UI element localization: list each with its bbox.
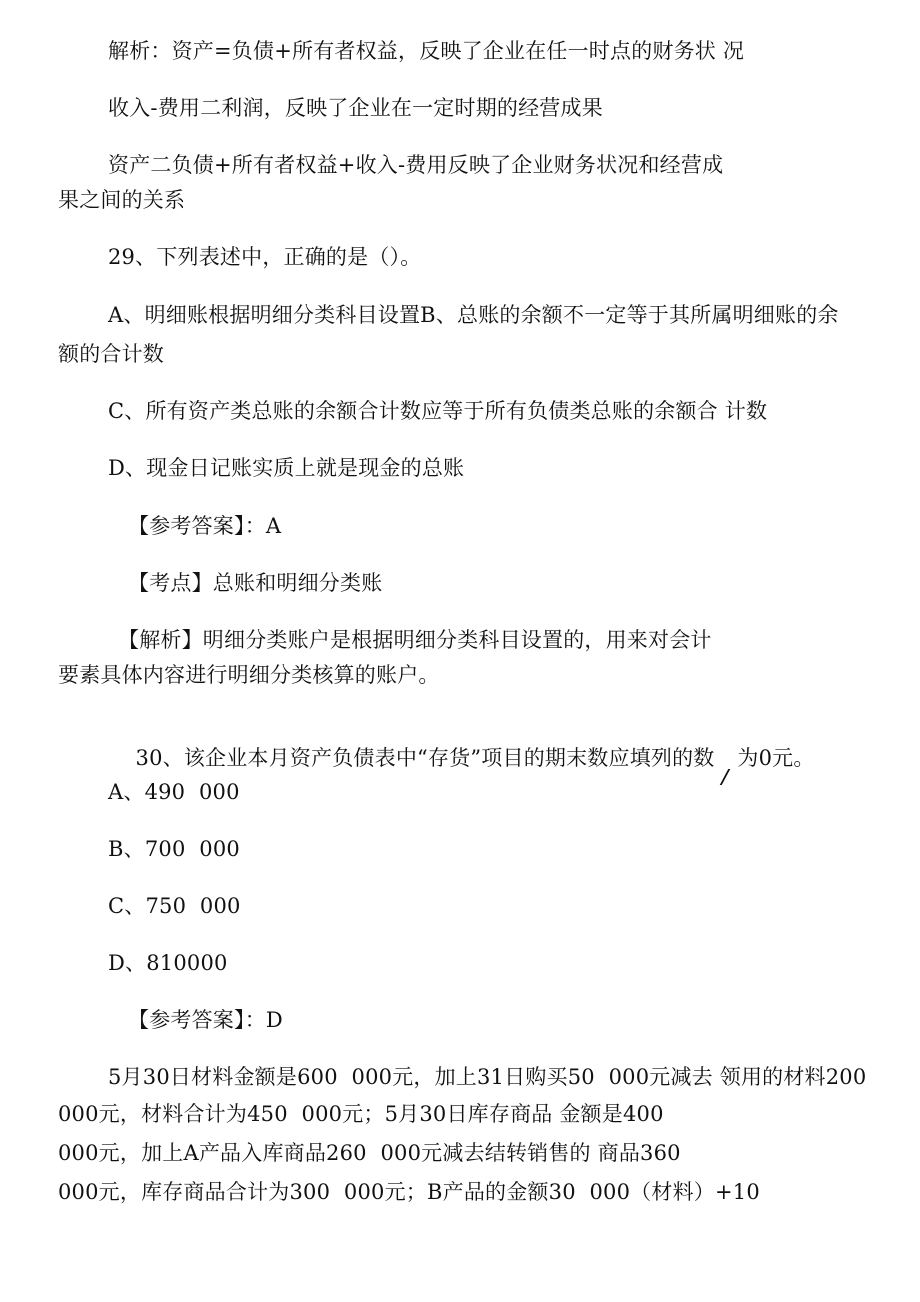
question-29-stem: 29、下列表述中，正确的是（）。 <box>108 245 422 269</box>
analysis-line-2: 收入-费用二利润，反映了企业在一定时期的经营成果 <box>108 96 603 120</box>
question-29-option-d: D、现金日记账实质上就是现金的总账 <box>108 456 465 480</box>
question-29-analysis-line-2: 要素具体内容进行明细分类核算的账户。 <box>58 663 440 687</box>
question-29-option-ab-line-2: 额的合计数 <box>58 342 164 366</box>
question-29-answer: 【参考答案】：A <box>128 514 282 538</box>
question-30-answer: 【参考答案】：D <box>128 1008 283 1032</box>
question-29-point: 【考点】总账和明细分类账 <box>128 571 383 595</box>
question-30-option-c: C、750 000 <box>108 894 241 918</box>
analysis-line-3: 资产二负债+所有者权益+收入-费用反映了企业财务状况和经营成 <box>108 153 724 177</box>
question-29-option-c: C、所有资产类总账的余额合计数应等于所有负债类总账的余额合 计数 <box>108 399 768 423</box>
question-30-option-b: B、700 000 <box>108 837 240 861</box>
analysis-line-1: 解析：资产=负债+所有者权益，反映了企业在任一时点的财务状 况 <box>108 39 745 63</box>
question-30-explain-line-2: 000元，材料合计为450 000元；5月30日库存商品 金额是400 <box>58 1102 664 1126</box>
question-30-explain-line-4: 000元，库存商品合计为300 000元；B产品的金额30 000（材料）+10 <box>58 1180 760 1204</box>
question-30-stem-part-1: 30、该企业本月资产负债表中“存货”项目的期末数应填列的数 <box>135 746 715 770</box>
analysis-line-4: 果之间的关系 <box>58 188 186 212</box>
question-30-option-a: A、490 000 <box>108 780 240 804</box>
question-30-explain-line-1: 5月30日材料金额是600 000元，加上31日购买50 000元减去 领用的材料200 <box>108 1065 867 1089</box>
question-30-stem-part-2: 为0元。 <box>737 746 815 770</box>
question-30-explain-line-3: 000元，加上A产品入库商品260 000元减去结转销售的 商品360 <box>58 1141 681 1165</box>
question-30-option-d: D、810000 <box>108 951 228 975</box>
question-29-option-ab-line-1: A、明细账根据明细分类科目设置B、总账的余额不一定等于其所属明细账的余 <box>108 303 839 327</box>
question-29-analysis-line-1: 【解析】明细分类账户是根据明细分类科目设置的，用来对会计 <box>118 628 712 652</box>
